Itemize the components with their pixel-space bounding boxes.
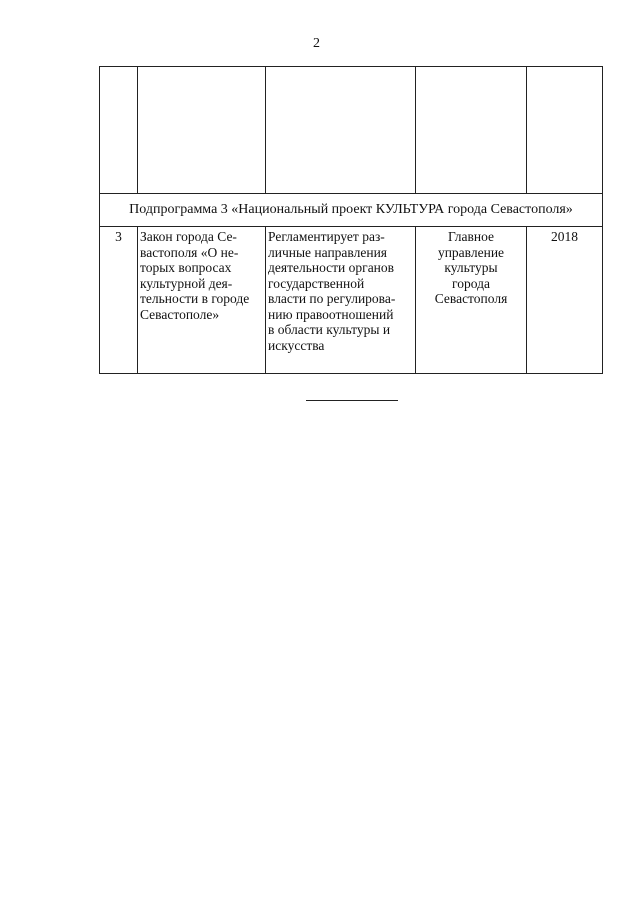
description-line: государственной bbox=[268, 275, 365, 291]
table-cell bbox=[416, 67, 527, 194]
table-row-subprogram bbox=[100, 194, 603, 227]
end-divider-line bbox=[306, 400, 398, 401]
organization-line: города bbox=[452, 275, 490, 291]
organization-line: Севастополя bbox=[434, 291, 508, 306]
description-line: деятельности органов bbox=[268, 260, 395, 275]
organization-line: управление bbox=[437, 244, 505, 260]
law-name-line: торых вопросах bbox=[140, 260, 232, 275]
description-line: искусства bbox=[268, 337, 325, 353]
table-row-empty bbox=[100, 67, 603, 194]
law-name-line: Закон города Се- bbox=[140, 229, 237, 244]
year-cell: 2018 bbox=[527, 227, 603, 374]
law-name-cell bbox=[138, 227, 266, 374]
description-line: личные направления bbox=[268, 244, 388, 260]
page-number: 2 bbox=[313, 36, 320, 51]
organization-cell bbox=[416, 227, 527, 374]
law-name-line: культурной дея- bbox=[140, 275, 233, 291]
law-name-line: Севастополе» bbox=[140, 306, 220, 322]
table-cell bbox=[527, 67, 603, 194]
subprogram-title: Подпрограмма 3 «Национальный проект КУЛЬТУРА города Севастополя» bbox=[100, 194, 603, 227]
table-cell bbox=[100, 67, 138, 194]
row-number: 3 bbox=[100, 227, 138, 374]
law-name-line: вастополя «О не- bbox=[140, 244, 239, 260]
table-cell bbox=[138, 67, 266, 194]
description-line: власти по регулирова- bbox=[268, 291, 396, 306]
description-cell bbox=[266, 227, 416, 374]
organization-line: культуры bbox=[444, 260, 498, 275]
table-cell bbox=[266, 67, 416, 194]
document-table bbox=[99, 66, 603, 374]
table-row bbox=[100, 227, 603, 374]
law-name-line: тельности в городе bbox=[140, 291, 250, 306]
description-line: Регламентирует раз- bbox=[268, 229, 385, 244]
description-line: в области культуры и bbox=[268, 322, 391, 337]
organization-line: Главное bbox=[447, 229, 495, 244]
description-line: нию правоотношений bbox=[268, 306, 394, 322]
